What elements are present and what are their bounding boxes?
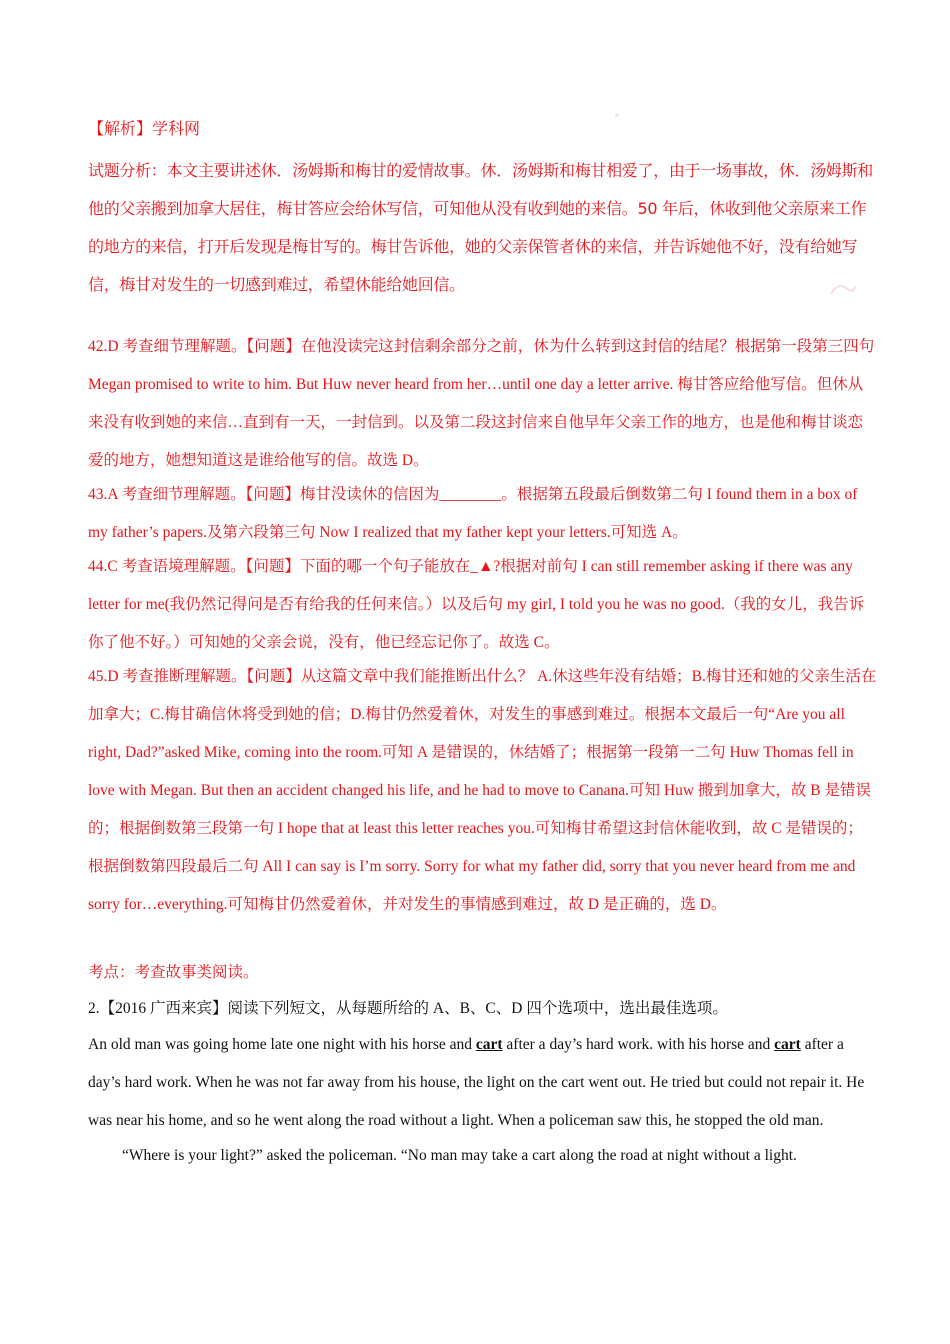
analysis-title: 【解析】学科网 [88,119,201,138]
answer-43: 43.A 考查细节理解题。【问题】梅甘没读休的信因为________。根据第五段最后倒数第二句 I found them in a box of my father’s papers.及第六段第三句 Now I realized that my father kept your letters.可知选 A。 [88,486,858,541]
question-header: 2.【2016 广西来宾】阅读下列短文，从每题所给的 A、B、C、D 四个选项中，选出最佳选项。 [88,1000,728,1017]
passage-text: after a day’s hard work. with his horse and [502,1036,775,1053]
answer-explanations [88,328,878,924]
underlined-word: cart [475,1036,503,1053]
passage-text: An old man was going home late one night with his horse and [88,1036,476,1053]
test-point: 考点：考查故事类阅读。 [88,964,259,981]
stray-mark [614,112,620,118]
answer-42: 42.D 考查细节理解题。【问题】在他没读完这封信剩余部分之前，休为什么转到这封信的结尾？根据第一段第三四句 Megan promised to write to him. But Huw never heard from her…until one day a letter arrive. 梅甘答应给他写信。但休从来没有收到她的来信…直到有一天，一封信到。以及第二段这封信来自他早年父亲工作的地方，也是他和梅甘谈恋爱的地方，她想知道这是谁给他写的信。故选 D。 [88,338,875,469]
passage-paragraph-1 [88,1026,868,1140]
passage-paragraph-2: “Where is your light?” asked the policeman. “No man may take a cart along the road at night without a light. [122,1147,797,1164]
analysis-body: 试题分析：本文主要讲述休．汤姆斯和梅甘的爱情故事。休．汤姆斯和梅甘相爱了，由于一场事故，休．汤姆斯和他的父亲搬到加拿大居住，梅甘答应会给休写信，可知他从没有收到她的来信。50 年后，休收到他父亲原来工作的地方的来信，打开后发现是梅甘写的。梅甘告诉他，她的父亲保管者休的来信，并告诉她他不好，没有给她写信，梅甘对发生的一切感到难过，希望休能给她回信。 [88,161,874,294]
answer-44: 44.C 考查语境理解题。【问题】下面的哪一个句子能放在_▲?根据对前句 I can still remember asking if there was any letter for me(我仍然记得问是否有给我的任何来信。）以及后句 my girl, I told you he was no good.（我的女儿，我告诉你了他不好。）可知她的父亲会说，没有，他已经忘记你了。故选 C。 [88,558,865,651]
reading-passage [88,1026,868,1175]
underlined-word: cart [774,1036,801,1053]
answer-45: 45.D 考查推断理解题。【问题】从这篇文章中我们能推断出什么？ A.休这些年没有结婚；B.梅甘还和她的父亲生活在加拿大；C.梅甘确信休将受到她的信；D.梅甘仍然爱着休，对发生的事感到难过。根据本文最后一句“Are you all right, Dad?”asked Mike, coming into the room.可知 A 是错误的，休结婚了；根据第一段第一二句 Huw Thomas fell in love with Megan. But then an accident changed his life, and he had to move to Canana.可知 Huw 搬到加拿大，故 B 是错误的；根据倒数第三段第一句 I hope that at least this letter reaches you.可知梅甘希望这封信休能收到，故 C 是错误的；根据倒数第四段最后二句 All I can say is I’m sorry. Sorry for what my father did, sorry that you never heard from me and sorry for…everything.可知梅甘仍然爱着休，并对发生的事情感到难过，故 D 是正确的，选 D。 [88,668,877,913]
passage-text: after a day’s hard work. When he was not far away from his house, the light on the cart went out. He tried but could not repair it. He was near his home, and so he went along the road without a light. When a policeman saw this, he stopped the old man. [88,1036,865,1129]
